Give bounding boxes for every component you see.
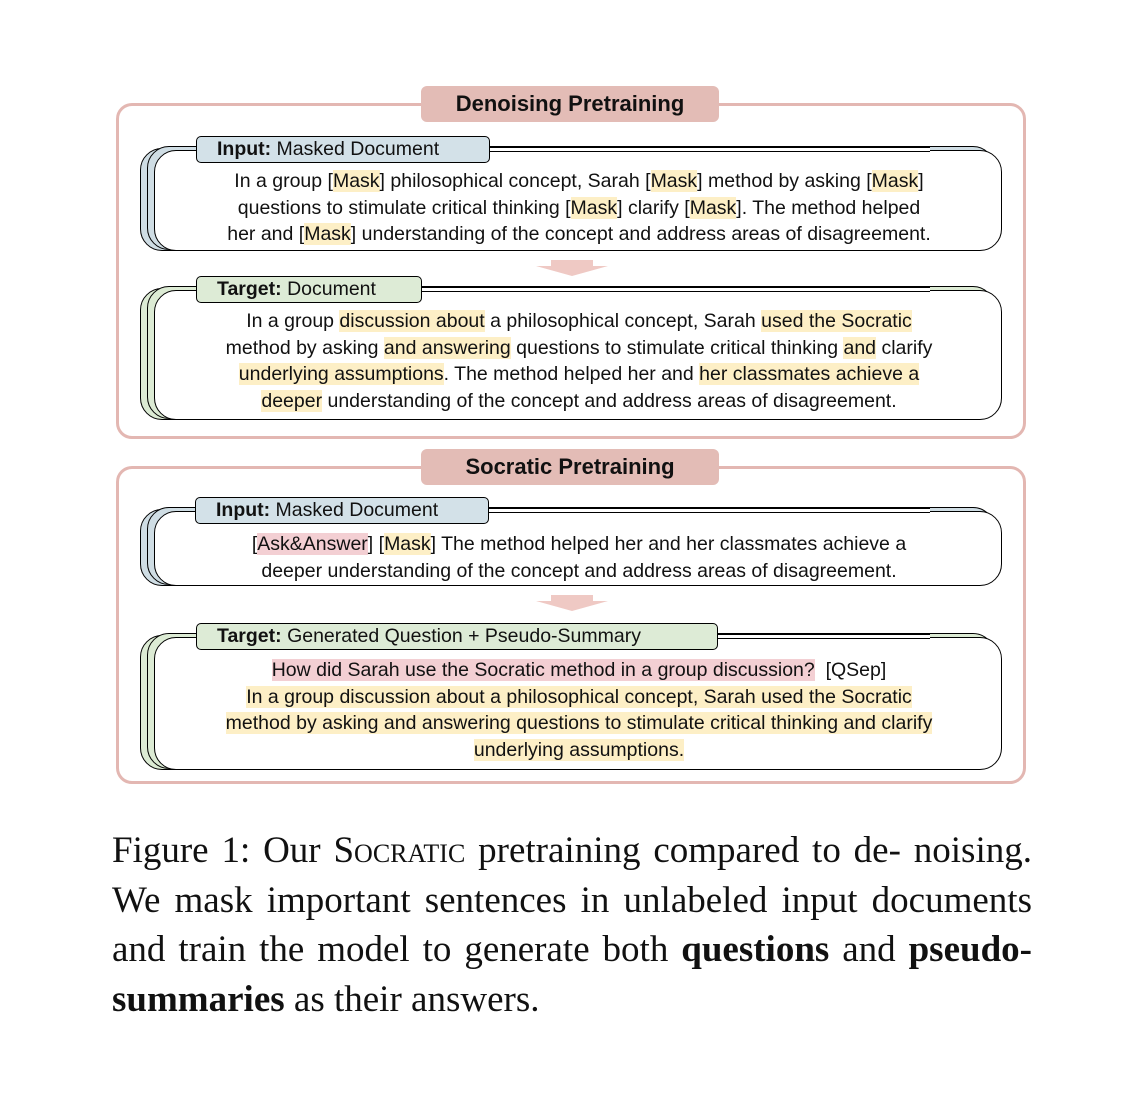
caption-part1: pretraining compared to de- noising. We mask important sentences in unlabeled input documents and train the model to generate both [112,830,1032,970]
target-label-bold: Target: [217,278,282,300]
target-label-text: Generated Question + Pseudo-Summary [281,625,641,647]
input-label-bold: Input: [216,499,271,521]
text-span: her and [ [227,223,305,245]
target-label-text: Document [281,278,376,300]
denoising-input-label-rule [484,147,930,152]
text-line [156,531,1002,558]
denoising-target-text [156,308,1002,414]
caption-prefix: Figure 1: Our [112,830,334,871]
denoising-target-label-rule [416,287,930,292]
input-label-text: Masked Document [271,138,440,160]
input-label-bold: Input: [217,138,272,160]
text-span: In a group [234,170,328,192]
text-line [156,737,1002,764]
text-span: method by asking [225,336,384,359]
caption-bold-pseudo-summaries: pseudo-summaries [112,929,1032,1020]
highlight-span: discussion about [339,310,485,332]
highlight-span: and answering [383,336,511,359]
text-span: ] method by asking [ [697,170,872,192]
input-label-text: Masked Document [270,499,439,521]
highlight-span: Mask [871,170,919,192]
figure-caption [112,826,1032,1024]
text-span: ] clarify [ [617,196,690,219]
text-span: ] [ [367,533,385,555]
text-span: clarify [876,336,933,359]
caption-name: Socratic [333,830,466,871]
caption-part3: as their answers. [284,978,540,1020]
text-span: a philosophical concept, Sarah [484,310,762,332]
socratic-target-label-rule [714,634,930,639]
denoising-input-tag [196,136,490,163]
highlight-span: and [843,336,877,359]
question-highlight-span: Ask&Answer [257,533,368,555]
text-span: [QSep] [814,659,887,681]
denoising-title: Denoising Pretraining [421,86,719,122]
socratic-target-text [156,657,1002,763]
text-span: ] philosophical concept, Sarah [ [379,170,651,192]
highlight-span: method by asking and answering questions to stimulate critical thinking and clarify [225,712,933,734]
highlight-span: Mask [332,170,380,192]
caption-bold-questions: questions [681,929,830,970]
highlight-span: Mask [304,223,351,245]
denoising-target-tag [196,276,422,303]
highlight-span: used the Socratic [761,310,912,332]
text-span: In a group [246,310,340,332]
text-line [156,195,1002,222]
denoising-down-arrow [536,266,608,276]
text-line [156,657,1002,684]
text-span: questions to stimulate critical thinking [ [237,196,571,219]
socratic-input-text [156,531,1002,584]
target-label-bold: Target: [217,625,282,647]
highlight-span: In a group discussion about a philosophical concept, Sarah used the Socratic [246,685,912,708]
socratic-target-tag [196,623,718,650]
text-line [156,221,1002,248]
text-line [156,308,1002,335]
highlight-span: Mask [689,196,737,219]
text-span: ] understanding of the concept and address areas of disagreement. [350,223,931,245]
text-line [156,558,1002,585]
text-line [156,168,1002,195]
text-span: [ [251,533,258,555]
socratic-input-label-rule [484,508,930,513]
text-span: questions to stimulate critical thinking [510,336,844,359]
text-span: . The method helped her and [443,363,700,385]
socratic-down-arrow [536,601,608,611]
highlight-span: her classmates achieve a [699,363,920,385]
question-highlight-span: How did Sarah use the Socratic method in a group discussion? [271,659,815,681]
text-line [156,684,1002,711]
text-span: deeper understanding of the concept and address areas of disagreement. [261,559,897,582]
highlight-span: underlying assumptions [238,363,444,385]
text-span: ] The method helped her and her classmates achieve a [430,533,907,555]
highlight-span: underlying assumptions. [473,738,685,761]
denoising-input-text [156,168,1002,248]
highlight-span: Mask [570,196,618,219]
text-line [156,388,1002,415]
text-line [156,710,1002,737]
text-span: ]. The method helped [736,196,921,219]
text-span: understanding of the concept and address areas of disagreement. [322,389,897,412]
highlight-span: deeper [261,389,323,412]
text-span: [ [327,170,333,192]
text-line [156,335,1002,362]
highlight-span: Mask [384,533,431,555]
text-span: ] [918,170,924,192]
socratic-input-tag [195,497,489,524]
socratic-title: Socratic Pretraining [421,449,719,485]
text-line [156,361,1002,388]
caption-part2: and [829,929,909,970]
highlight-span: Mask [650,170,698,192]
